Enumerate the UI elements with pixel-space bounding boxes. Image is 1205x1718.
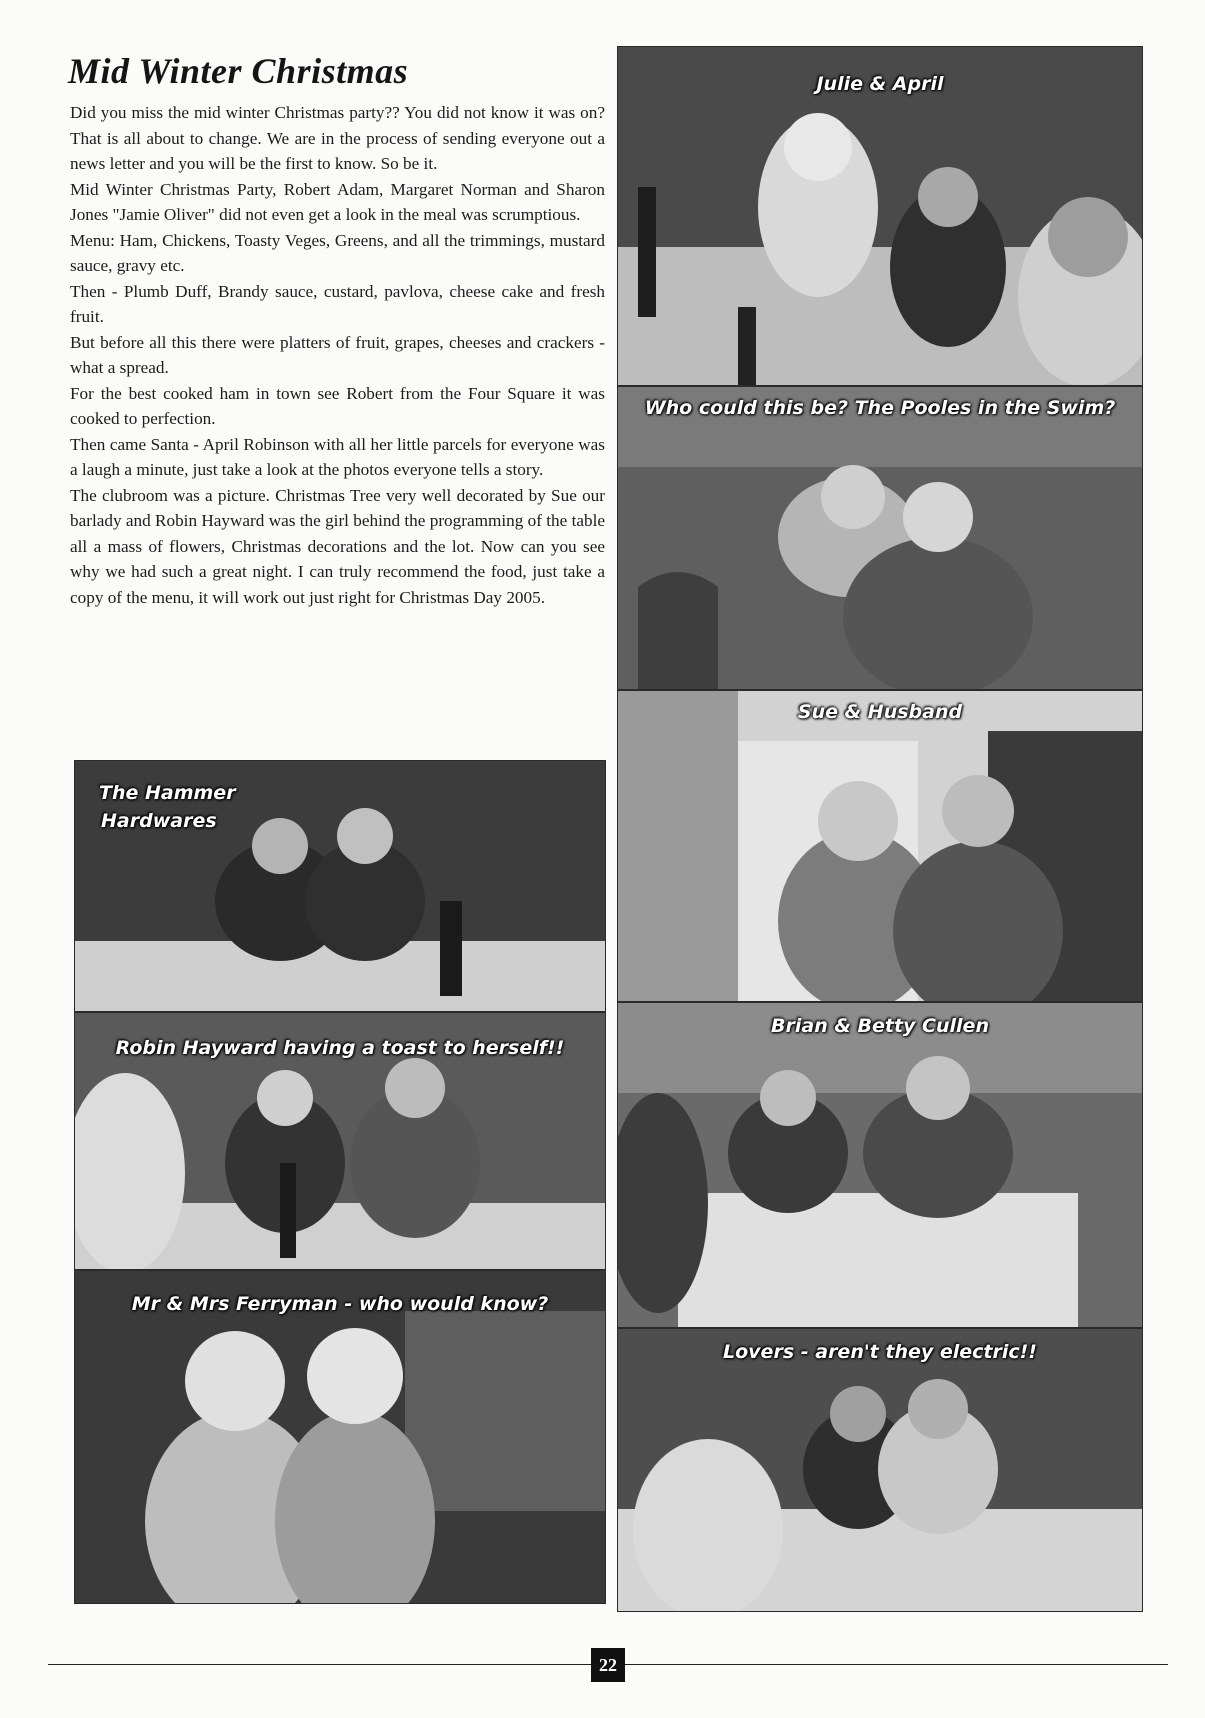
paragraph: But before all this there were platters of fruit, grapes, cheeses and crackers - what a spread. bbox=[70, 332, 605, 377]
paragraph: The clubroom was a picture. Christmas Tree very well decorated by Sue our barlady and Robin Hayward was the girl behind the programming of the table all a mass of flowers, Christmas decorations and the lot. Now can you see why we had such a great night. I can truly recommend the food, just take a copy of the menu, it will work out just right for Christmas Day 2005. bbox=[70, 485, 605, 607]
article-body bbox=[70, 100, 605, 610]
photo-scene bbox=[75, 1271, 605, 1603]
paragraph: Then - Plumb Duff, Brandy sauce, custard, pavlova, cheese cake and fresh fruit. bbox=[70, 281, 605, 326]
caption-ferryman: Mr & Mrs Ferryman - who would know? bbox=[131, 1293, 549, 1315]
paragraph: Mid Winter Christmas Party, Robert Adam, Margaret Norman and Sharon Jones "Jamie Oliver" did not even get a look in the meal was scrumptious. bbox=[70, 179, 605, 224]
caption-hammer-line2: Hardwares bbox=[101, 810, 217, 832]
paragraph: Did you miss the mid winter Christmas party?? You did not know it was on? That is all about to change. We are in the process of sending everyone out a news letter and you will be the first to know. So be it. bbox=[70, 103, 605, 173]
photo-scene bbox=[618, 47, 1142, 385]
paragraph: Menu: Ham, Chickens, Toasty Veges, Greens, and all the trimmings, mustard sauce, gravy etc. bbox=[70, 230, 605, 275]
paragraph: Then came Santa - April Robinson with all her little parcels for everyone was a laugh a minute, just take a look at the photos everyone tells a story. bbox=[70, 434, 605, 479]
photo-lovers bbox=[617, 1328, 1143, 1612]
photo-julie-april bbox=[617, 46, 1143, 386]
caption-lovers: Lovers - aren't they electric!! bbox=[723, 1341, 1037, 1363]
photo-scene bbox=[618, 691, 1142, 1001]
photo-ferryman bbox=[74, 1270, 606, 1604]
page-number: 22 bbox=[591, 1648, 625, 1682]
caption-sue-husband: Sue & Husband bbox=[797, 701, 963, 723]
caption-robin-hayward: Robin Hayward having a toast to herself!! bbox=[115, 1037, 565, 1059]
photo-scene bbox=[618, 387, 1142, 689]
caption-julie-april: Julie & April bbox=[816, 73, 944, 95]
paragraph: For the best cooked ham in town see Robert from the Four Square it was cooked to perfection. bbox=[70, 383, 605, 428]
photo-scene bbox=[618, 1003, 1142, 1327]
photo-robin-hayward bbox=[74, 1012, 606, 1270]
photo-sue-husband bbox=[617, 690, 1143, 1002]
caption-hammer-line1: The Hammer bbox=[99, 782, 236, 804]
caption-pooles: Who could this be? The Pooles in the Swim? bbox=[644, 397, 1116, 419]
photo-hammer-hardwares bbox=[74, 760, 606, 1012]
caption-brian-betty: Brian & Betty Cullen bbox=[771, 1015, 989, 1037]
article-title: Mid Winter Christmas bbox=[68, 51, 409, 91]
photo-pooles bbox=[617, 386, 1143, 690]
photo-brian-betty bbox=[617, 1002, 1143, 1328]
photo-scene bbox=[618, 1329, 1142, 1611]
